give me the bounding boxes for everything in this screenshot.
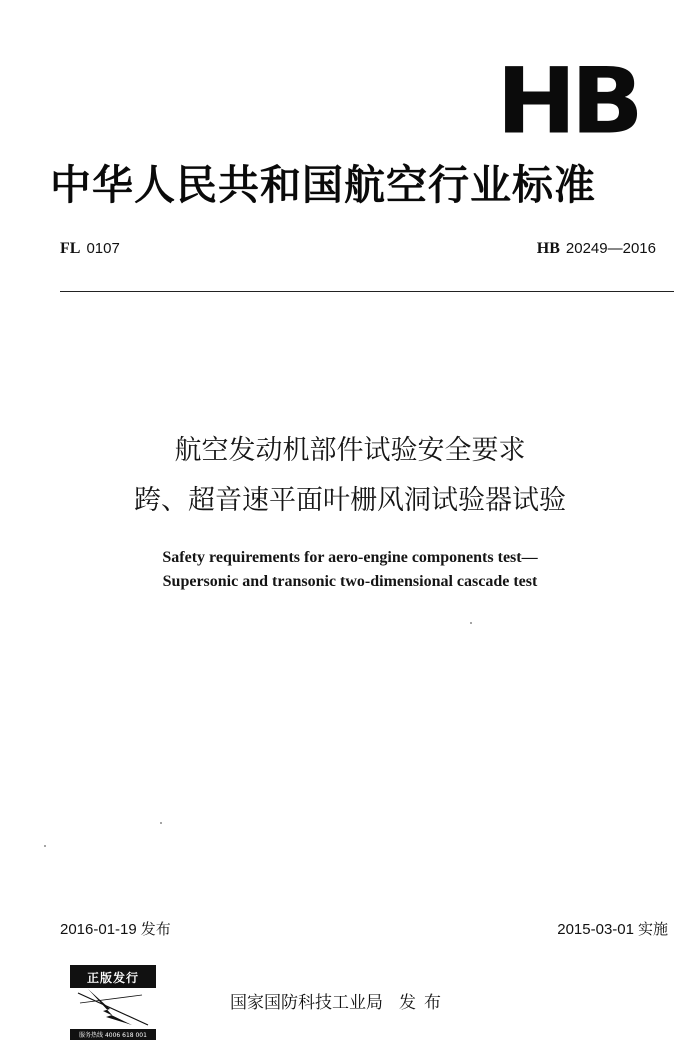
implement-date-value: 2015-03-01 bbox=[557, 921, 634, 938]
authenticity-stamp bbox=[70, 965, 156, 1040]
issue-date-value: 2016-01-19 bbox=[60, 921, 137, 938]
issue-date bbox=[60, 918, 171, 939]
title-cn-line2: 跨、超音速平面叶栅风洞试验器试验 bbox=[134, 485, 566, 516]
classification-number: 0107 bbox=[86, 240, 120, 257]
scan-speck bbox=[160, 822, 162, 824]
header-divider bbox=[60, 291, 674, 292]
publisher-action: 发布 bbox=[399, 993, 449, 1013]
organization-title: 中华人民共和国航空行业标准 bbox=[50, 161, 596, 209]
implement-date-label: 实施 bbox=[637, 920, 668, 938]
implement-date bbox=[557, 918, 668, 939]
lightning-bolt-icon bbox=[70, 965, 156, 1040]
standard-number bbox=[537, 239, 656, 258]
scan-speck bbox=[44, 845, 46, 847]
issue-date-label: 发布 bbox=[140, 920, 171, 938]
stamp-text: 正版发行 bbox=[86, 971, 140, 985]
hb-logo: HB bbox=[496, 47, 638, 155]
standard-code: 20249—2016 bbox=[565, 240, 656, 257]
title-cn-line1: 航空发动机部件试验安全要求 bbox=[174, 435, 526, 466]
classification-code bbox=[60, 239, 120, 258]
publisher-name: 国家国防科技工业局 bbox=[230, 993, 383, 1013]
title-en-line2: Supersonic and transonic two-dimensional cascade test bbox=[162, 573, 538, 590]
scan-speck bbox=[470, 622, 472, 624]
publisher bbox=[230, 988, 449, 1013]
standard-prefix: HB bbox=[536, 240, 560, 257]
classification-prefix: FL bbox=[60, 240, 81, 257]
stamp-footer: 服务热线 4006 618 001 bbox=[79, 1032, 147, 1039]
title-en-line1: Safety requirements for aero-engine components test— bbox=[162, 549, 538, 566]
